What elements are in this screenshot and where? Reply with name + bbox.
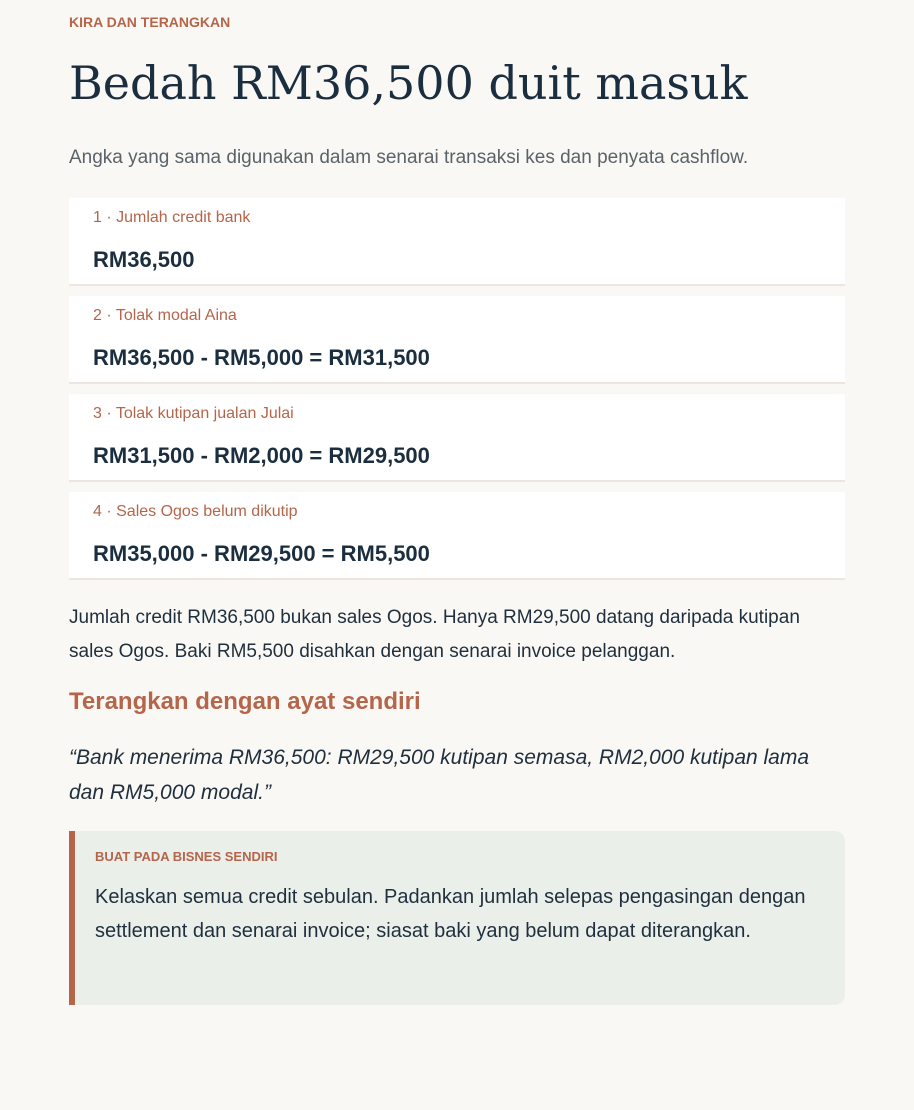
eyebrow-label: KIRA DAN TERANGKAN <box>69 14 231 30</box>
explain-heading: Terangkan dengan ayat sendiri <box>69 688 421 715</box>
calculation-steps <box>69 198 845 590</box>
page-title: Bedah RM36,500 duit masuk <box>69 56 748 110</box>
step-value: RM36,500 - RM5,000 = RM31,500 <box>93 345 430 370</box>
step-value: RM36,500 <box>93 247 195 272</box>
callout-label: BUAT PADA BISNES SENDIRI <box>95 849 278 864</box>
step-card-4 <box>69 492 845 580</box>
step-card-3 <box>69 394 845 482</box>
callout-body: Kelaskan semua credit sebulan. Padankan jumlah selepas pengasingan dengan settlement dan senarai invoice; siasat baki yang belum dapat diterangkan. <box>95 886 806 942</box>
callout-box <box>69 831 845 1005</box>
step-value: RM35,000 - RM29,500 = RM5,500 <box>93 541 430 566</box>
step-card-1 <box>69 198 845 286</box>
step-label: 4 · Sales Ogos belum dikutip <box>93 503 298 520</box>
summary-paragraph: Jumlah credit RM36,500 bukan sales Ogos. Hanya RM29,500 datang daripada kutipan sales Ogos. Baki RM5,500 disahkan dengan senarai invoice pelanggan. <box>69 607 800 662</box>
intro-text: Angka yang sama digunakan dalam senarai transaksi kes dan penyata cashflow. <box>69 147 749 168</box>
step-card-2 <box>69 296 845 384</box>
step-label: 1 · Jumlah credit bank <box>93 209 251 226</box>
step-value: RM31,500 - RM2,000 = RM29,500 <box>93 443 430 468</box>
step-label: 3 · Tolak kutipan jualan Julai <box>93 405 294 422</box>
explain-quote: “Bank menerima RM36,500: RM29,500 kutipan semasa, RM2,000 kutipan lama dan RM5,000 modal.” <box>69 746 810 804</box>
step-label: 2 · Tolak modal Aina <box>93 307 237 324</box>
